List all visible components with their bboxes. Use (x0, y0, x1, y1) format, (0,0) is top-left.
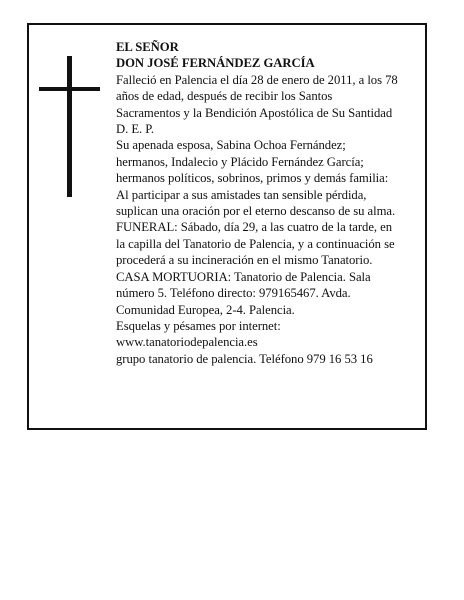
notice-heading: EL SEÑOR (116, 40, 179, 54)
notice-line: grupo tanatorio de palencia. Teléfono 979 16 53 16 (116, 351, 373, 366)
notice-line: la capilla del Tanatorio de Palencia, y a continuación se (116, 236, 395, 251)
notice-line: Al participar a sus amistades tan sensible pérdida, (116, 187, 367, 202)
notice-line: D. E. P. (116, 122, 155, 137)
notice-line: Comunidad Europea, 2-4. Palencia. (116, 302, 295, 317)
notice-line: hermanos políticos, sobrinos, primos y demás familia: (116, 171, 389, 186)
notice-line: hermanos, Indalecio y Plácido Fernández García; (116, 154, 364, 169)
notice-line: CASA MORTUORIA: Tanatorio de Palencia. Sala (116, 269, 371, 284)
notice-line: FUNERAL: Sábado, día 29, a las cuatro de la tarde, en (116, 220, 393, 235)
notice-line: Sacramentos y la Bendición Apostólica de Su Santidad (116, 105, 393, 120)
notice-line: Su apenada esposa, Sabina Ochoa Fernández; (116, 138, 346, 153)
notice-line: Esquelas y pésames por internet: (116, 318, 281, 333)
website-link[interactable]: www.tanatoriodepalencia.es (116, 335, 258, 350)
notice-line: suplican una oración por el eterno descanso de su alma. (116, 204, 396, 219)
deceased-name: DON JOSÉ FERNÁNDEZ GARCÍA (116, 56, 315, 71)
notice-line: años de edad, después de recibir los Santos (116, 89, 333, 104)
notice-line: número 5. Teléfono directo: 979165467. Avda. (116, 286, 351, 301)
notice-line: procederá a su incineración en el mismo Tanatorio. (116, 253, 373, 268)
cross-vertical-bar (67, 56, 72, 197)
notice-text (116, 39, 424, 367)
cross-horizontal-bar (39, 87, 100, 91)
obituary-notice (27, 23, 427, 430)
notice-line: Falleció en Palencia el día 28 de enero de 2011, a los 78 (116, 72, 398, 87)
